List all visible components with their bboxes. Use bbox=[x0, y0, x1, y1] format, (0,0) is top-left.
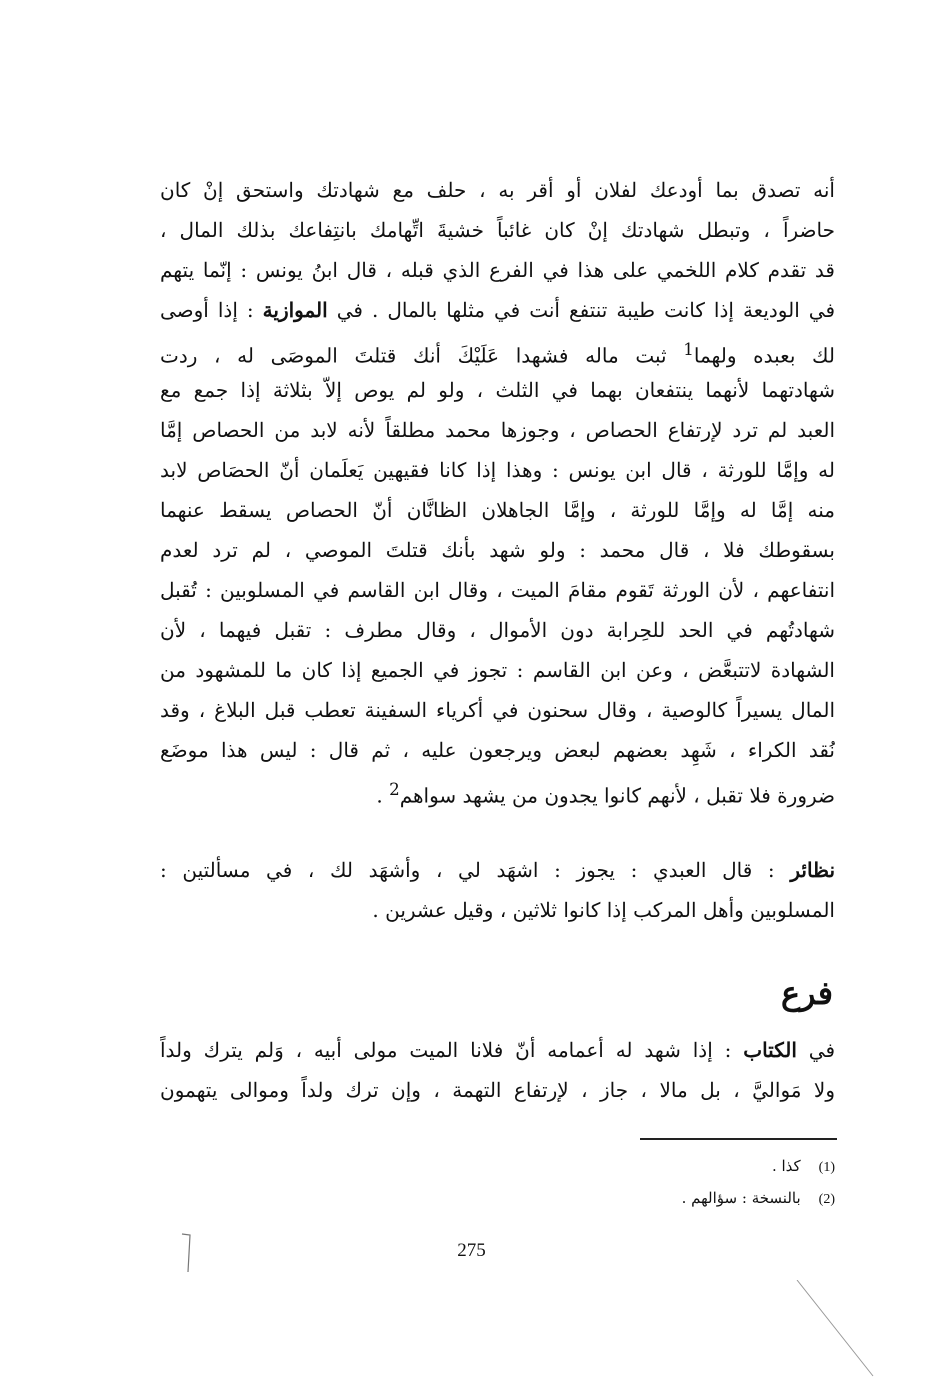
text-line: ضرورة فلا تقبل ، لأنهم كانوا يجدون من يشهد سواهم$^2$ . bbox=[376, 780, 835, 808]
scan-mark bbox=[180, 1232, 194, 1274]
footnote-number: (1) bbox=[818, 1160, 835, 1175]
text-line: شهادتُهم في الحد للحِرابة دون الأموال ، وقال مطرف : تقبل فيهما ، لأن bbox=[160, 618, 835, 642]
bold-term: نظائر bbox=[790, 858, 835, 882]
scan-line bbox=[795, 1280, 875, 1377]
text-line: العبد لم ترد لإرتفاع الحصاص ، وجوزها محمد مطلقاً لأنه لابد من الحصاص إمَّا bbox=[160, 418, 835, 442]
text-line: شهادتهما لأنهما ينتفعان بهما في الثلث ، ولو لم يوص إلاّ بثلاثة إذا جمع مع bbox=[160, 378, 835, 402]
text-line: قد تقدم كلام اللخمي على هذا في الفرع الذي قبله ، قال ابنُ يونس : إنّما يتهم bbox=[160, 258, 835, 282]
text-line: المال يسيراً كالوصية ، وقال سحنون في أكرياء السفينة تعطب قبل البلاغ ، وقد bbox=[160, 698, 835, 722]
paragraph-main bbox=[160, 170, 835, 810]
text-line: نُقد الكراء ، شَهِد بعضهم لبعض ويرجعون عليه ، ثم قال : ليس هذا موضَع bbox=[160, 738, 835, 762]
section-heading: فرع bbox=[780, 974, 833, 1012]
text-line: نظائر : قال العبدي : يجوز : اشهَد لي ، وأشهَد لك ، في مسألتين : bbox=[160, 858, 835, 882]
text-line: في الوديعة إذا كانت طيبة تنتفع أنت في مثلها بالمال . في الموازية : إذا أوصى bbox=[160, 298, 835, 322]
text-line: المسلوبين وأهل المركب إذا كانوا ثلاثين ، وقيل عشرين . bbox=[372, 898, 835, 922]
footnote-ref: 1 bbox=[683, 340, 694, 359]
paragraph-nazair bbox=[160, 850, 835, 930]
footnotes bbox=[500, 1150, 835, 1214]
bold-term: الكتاب bbox=[743, 1038, 797, 1062]
page-number: 275 bbox=[457, 1240, 486, 1261]
footnote-ref: 2 bbox=[389, 780, 400, 799]
text-line: له وإمَّا للورثة ، قال ابن يونس : وهذا إذا كانا فقيهين يَعلَمان أنّ الحصَاص لابد bbox=[160, 458, 835, 482]
text-line: أنه تصدق بما أودعك لفلان أو أقر به ، حلف مع شهادتك واستحق إنْ كان bbox=[160, 178, 835, 202]
footnote-text: كذا . bbox=[771, 1157, 801, 1175]
text-line: في الكتاب : إذا شهد له أعمامه أنّ فلانا الميت مولى أبيه ، وَلم يترك ولداً bbox=[160, 1038, 835, 1062]
text-line: انتفاعهم ، لأن الورثة تَقوم مقامَ الميت ، وقال ابن القاسم في المسلوبين : تُقبل bbox=[160, 578, 835, 602]
text-line: لك بعبده ولهما$^1$ ثبت ماله فشهدا عَلَيْكَ أنك قتلتَ الموصَى له ، ردت bbox=[160, 340, 835, 368]
text-line: ولا مَواليَّ ، بل مالا ، جاز ، لإرتفاع التهمة ، وإن ترك ولداً وموالى يتهمون bbox=[160, 1078, 835, 1102]
text-line: الشهادة لاتتبعَّض ، وعن ابن القاسم : تجوز في الجميع إذا كان ما للمشهود من bbox=[160, 658, 835, 682]
text-line: حاضراً ، وتبطل شهادتك إنْ كان غائباً خشيةَ اتِّهامك بانتِفاعك بذلك المال ، bbox=[160, 218, 835, 242]
text-line: بسقوطك فلا ، قال محمد : ولو شهد بأنك قتلتَ الموصي ، لم ترد لعدم bbox=[160, 538, 835, 562]
footnote-number: (2) bbox=[818, 1192, 835, 1207]
bold-term: الموازية bbox=[262, 298, 328, 322]
paragraph-far bbox=[160, 1030, 835, 1110]
text-line: منه إمَّا له وإمَّا للورثة ، وإمَّا الجاهلان الظانَّان أنّ الحصاص يسقط عنهما bbox=[160, 498, 835, 522]
footnote bbox=[500, 1150, 835, 1182]
footnote-text: بالنسخة : سؤالهم . bbox=[681, 1189, 801, 1207]
footnote-divider bbox=[640, 1138, 837, 1140]
footnote bbox=[500, 1182, 835, 1214]
